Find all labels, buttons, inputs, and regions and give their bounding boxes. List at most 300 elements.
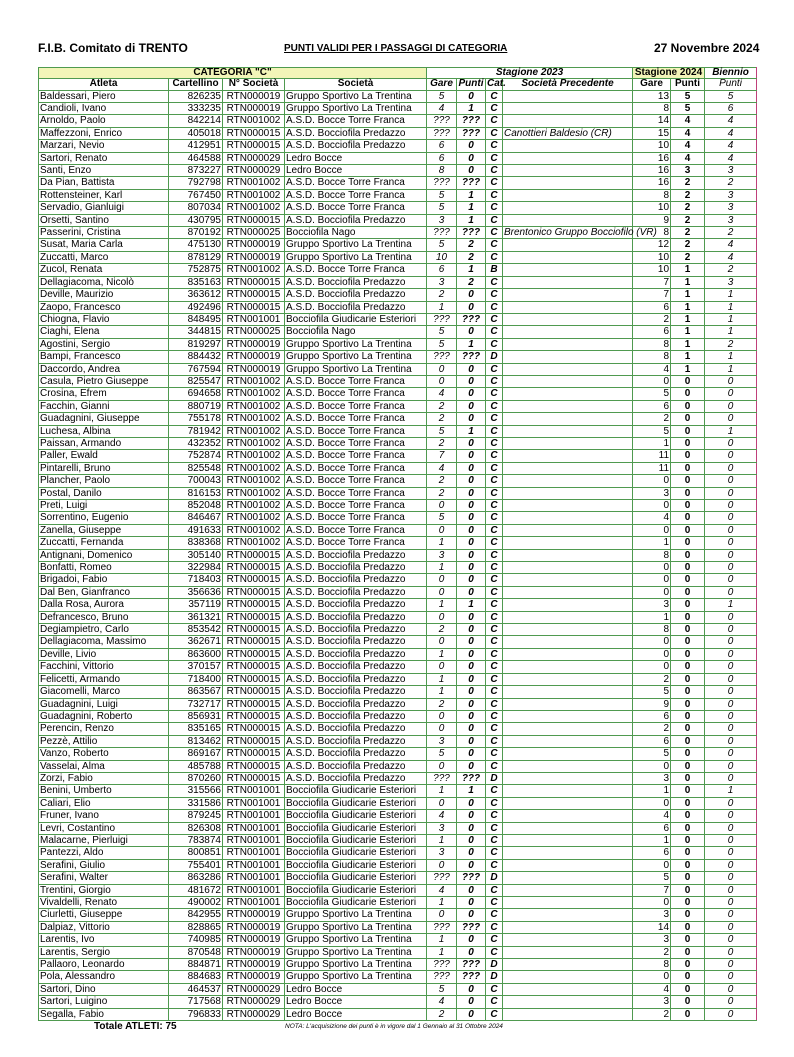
cell-nsocieta: RTN000015 (223, 624, 285, 636)
table-row (39, 686, 757, 698)
cell-gare-2023: 2 (427, 437, 457, 449)
cell-gare-2024: 10 (633, 140, 671, 152)
cell-gare-2023: 1 (427, 537, 457, 549)
cell-punti-biennio: 0 (705, 388, 757, 400)
cell-societa-precedente (503, 983, 633, 995)
col-header-punti-biennio: Punti (705, 79, 757, 90)
cell-societa-precedente (503, 264, 633, 276)
cell-punti-2024: 4 (671, 140, 705, 152)
cell-societa: A.S.D. Bocce Torre Franca (285, 388, 427, 400)
cell-punti-2023: 0 (457, 996, 486, 1008)
cell-societa: A.S.D. Bocciofila Predazzo (285, 301, 427, 313)
cell-atleta: Zanella, Giuseppe (39, 524, 169, 536)
cell-nsocieta: RTN000019 (223, 351, 285, 363)
cell-cartellino: 331586 (169, 797, 223, 809)
cell-punti-biennio: 6 (705, 103, 757, 115)
cell-nsocieta: RTN000019 (223, 363, 285, 375)
cell-societa-precedente: Canottieri Baldesio (CR) (503, 127, 633, 139)
cell-punti-2024: 0 (671, 834, 705, 846)
cell-societa: A.S.D. Bocciofila Predazzo (285, 276, 427, 288)
cell-punti-biennio: 4 (705, 127, 757, 139)
cell-gare-2024: 16 (633, 152, 671, 164)
cell-societa: Bocciofila Giudicarie Esteriori (285, 797, 427, 809)
cell-punti-biennio: 2 (705, 338, 757, 350)
cell-cartellino: 842955 (169, 909, 223, 921)
cell-cat: C (486, 313, 503, 325)
cell-punti-2024: 1 (671, 276, 705, 288)
cell-punti-2023: 0 (457, 301, 486, 313)
cell-nsocieta: RTN000019 (223, 946, 285, 958)
cell-cartellino: 430795 (169, 214, 223, 226)
cell-nsocieta: RTN001002 (223, 512, 285, 524)
cell-gare-2023: 0 (427, 611, 457, 623)
cell-atleta: Zuccatti, Fernanda (39, 537, 169, 549)
table-row (39, 375, 757, 387)
cell-gare-2023: 0 (427, 710, 457, 722)
cell-gare-2023: 0 (427, 586, 457, 598)
cell-societa: Ledro Bocce (285, 996, 427, 1008)
cell-societa: A.S.D. Bocce Torre Franca (285, 425, 427, 437)
cell-punti-biennio: 0 (705, 797, 757, 809)
cell-gare-2024: 4 (633, 363, 671, 375)
cell-cartellino: 846467 (169, 512, 223, 524)
cell-gare-2023: 0 (427, 723, 457, 735)
table-row (39, 1008, 757, 1020)
cell-punti-2024: 0 (671, 400, 705, 412)
cell-cat: C (486, 611, 503, 623)
cell-atleta: Chiogna, Flavio (39, 313, 169, 325)
cell-nsocieta: RTN001001 (223, 884, 285, 896)
cell-punti-biennio: 0 (705, 500, 757, 512)
cell-cartellino: 344815 (169, 326, 223, 338)
cell-societa: Ledro Bocce (285, 152, 427, 164)
cell-punti-2023: 0 (457, 90, 486, 102)
cell-cartellino: 856931 (169, 710, 223, 722)
cell-punti-2024: 0 (671, 388, 705, 400)
cell-societa-precedente (503, 413, 633, 425)
table-row (39, 338, 757, 350)
cell-punti-2024: 0 (671, 599, 705, 611)
cell-punti-2023: 0 (457, 686, 486, 698)
cell-gare-2024: 2 (633, 723, 671, 735)
cell-punti-2024: 0 (671, 822, 705, 834)
cell-societa: A.S.D. Bocce Torre Franca (285, 264, 427, 276)
cell-punti-biennio: 1 (705, 425, 757, 437)
cell-punti-2023: 0 (457, 574, 486, 586)
cell-atleta: Arnoldo, Paolo (39, 115, 169, 127)
cell-societa: Gruppo Sportivo La Trentina (285, 239, 427, 251)
cell-punti-2024: 0 (671, 524, 705, 536)
cell-cartellino: 694658 (169, 388, 223, 400)
cell-punti-biennio: 0 (705, 847, 757, 859)
cell-gare-2024: 0 (633, 562, 671, 574)
cell-atleta: Defrancesco, Bruno (39, 611, 169, 623)
cell-societa: A.S.D. Bocce Torre Franca (285, 500, 427, 512)
col-header-societa: Società (285, 79, 427, 90)
cell-atleta: Guadagnini, Roberto (39, 710, 169, 722)
cell-gare-2024: 0 (633, 971, 671, 983)
cell-societa-precedente (503, 586, 633, 598)
cell-gare-2023: 5 (427, 326, 457, 338)
cell-punti-biennio: 0 (705, 710, 757, 722)
cell-punti-2024: 0 (671, 413, 705, 425)
cell-punti-2024: 0 (671, 847, 705, 859)
cell-punti-2023: 0 (457, 388, 486, 400)
cell-cartellino: 826235 (169, 90, 223, 102)
cell-cat: C (486, 115, 503, 127)
cell-nsocieta: RTN001001 (223, 822, 285, 834)
cell-punti-2023: 0 (457, 375, 486, 387)
cell-punti-2023: 0 (457, 636, 486, 648)
cell-cartellino: 884871 (169, 959, 223, 971)
cell-cartellino: 492496 (169, 301, 223, 313)
cell-gare-2024: 8 (633, 549, 671, 561)
cell-gare-2023: ??? (427, 115, 457, 127)
cell-punti-2023: 0 (457, 723, 486, 735)
cell-cat: C (486, 276, 503, 288)
cell-cat: C (486, 723, 503, 735)
cell-gare-2023: 4 (427, 462, 457, 474)
cell-societa-precedente (503, 810, 633, 822)
cell-gare-2023: 1 (427, 562, 457, 574)
cell-societa-precedente (503, 686, 633, 698)
cell-atleta: Serafini, Walter (39, 872, 169, 884)
cell-societa-precedente (503, 400, 633, 412)
cell-punti-2023: ??? (457, 177, 486, 189)
cell-atleta: Pintarelli, Bruno (39, 462, 169, 474)
cell-punti-2024: 0 (671, 375, 705, 387)
cell-nsocieta: RTN000019 (223, 103, 285, 115)
cell-cat: C (486, 450, 503, 462)
cell-gare-2024: 14 (633, 921, 671, 933)
cell-punti-2023: 0 (457, 462, 486, 474)
cell-gare-2024: 1 (633, 834, 671, 846)
cell-atleta: Larentis, Sergio (39, 946, 169, 958)
cell-gare-2024: 3 (633, 772, 671, 784)
cell-cartellino: 755178 (169, 413, 223, 425)
cell-atleta: Guadagnini, Giuseppe (39, 413, 169, 425)
cell-nsocieta: RTN001002 (223, 388, 285, 400)
cell-gare-2024: 0 (633, 475, 671, 487)
cell-punti-biennio: 0 (705, 524, 757, 536)
cell-cartellino: 800851 (169, 847, 223, 859)
cell-cartellino: 838368 (169, 537, 223, 549)
cell-punti-biennio: 0 (705, 959, 757, 971)
cell-societa: A.S.D. Bocce Torre Franca (285, 450, 427, 462)
cell-cat: C (486, 103, 503, 115)
cell-punti-biennio: 0 (705, 686, 757, 698)
cell-punti-biennio: 0 (705, 586, 757, 598)
table-row (39, 177, 757, 189)
cell-gare-2024: 6 (633, 400, 671, 412)
cell-atleta: Ciurletti, Giuseppe (39, 909, 169, 921)
cell-gare-2024: 8 (633, 351, 671, 363)
cell-gare-2024: 14 (633, 115, 671, 127)
cell-societa: Gruppo Sportivo La Trentina (285, 946, 427, 958)
cell-cat: C (486, 326, 503, 338)
cell-nsocieta: RTN000019 (223, 921, 285, 933)
cell-societa-precedente (503, 437, 633, 449)
cell-societa-precedente (503, 462, 633, 474)
cell-cartellino: 767594 (169, 363, 223, 375)
cell-societa-precedente (503, 648, 633, 660)
table-row (39, 611, 757, 623)
cell-gare-2023: 2 (427, 1008, 457, 1020)
cell-societa: A.S.D. Bocce Torre Franca (285, 437, 427, 449)
cell-atleta: Degiampietro, Carlo (39, 624, 169, 636)
cell-punti-biennio: 0 (705, 909, 757, 921)
cell-societa-precedente (503, 735, 633, 747)
cell-punti-biennio: 0 (705, 574, 757, 586)
table-row (39, 388, 757, 400)
cell-punti-2023: 0 (457, 562, 486, 574)
table-row (39, 735, 757, 747)
cell-atleta: Sartori, Dino (39, 983, 169, 995)
cell-gare-2023: 2 (427, 413, 457, 425)
cell-gare-2024: 15 (633, 127, 671, 139)
season-2023-label: Stagione 2023 (427, 68, 633, 79)
cell-societa-precedente (503, 562, 633, 574)
cell-gare-2024: 7 (633, 884, 671, 896)
cell-punti-2023: 0 (457, 822, 486, 834)
cell-cartellino: 852048 (169, 500, 223, 512)
cell-punti-biennio: 0 (705, 512, 757, 524)
cell-atleta: Passerini, Cristina (39, 227, 169, 239)
table-row (39, 437, 757, 449)
cell-punti-2023: 0 (457, 946, 486, 958)
cell-societa: A.S.D. Bocciofila Predazzo (285, 611, 427, 623)
cell-gare-2023: 2 (427, 487, 457, 499)
cell-nsocieta: RTN000015 (223, 140, 285, 152)
cell-gare-2023: 6 (427, 152, 457, 164)
cell-cat: C (486, 177, 503, 189)
cell-nsocieta: RTN000025 (223, 227, 285, 239)
cell-punti-2024: 0 (671, 537, 705, 549)
cell-cat: C (486, 152, 503, 164)
cell-punti-2023: 0 (457, 884, 486, 896)
table-row (39, 785, 757, 797)
cell-nsocieta: RTN000015 (223, 586, 285, 598)
cell-cartellino: 361321 (169, 611, 223, 623)
cell-gare-2023: 0 (427, 859, 457, 871)
cell-punti-2023: 0 (457, 400, 486, 412)
cell-cat: C (486, 214, 503, 226)
cell-atleta: Dalpiaz, Vittorio (39, 921, 169, 933)
cell-cat: C (486, 698, 503, 710)
cell-societa: Ledro Bocce (285, 1008, 427, 1020)
cell-societa-precedente (503, 834, 633, 846)
cell-societa: A.S.D. Bocce Torre Franca (285, 202, 427, 214)
cell-societa-precedente (503, 797, 633, 809)
table-row (39, 363, 757, 375)
cell-societa: A.S.D. Bocce Torre Franca (285, 487, 427, 499)
cell-societa: Gruppo Sportivo La Trentina (285, 338, 427, 350)
cell-societa: A.S.D. Bocce Torre Franca (285, 475, 427, 487)
table-row (39, 326, 757, 338)
cell-gare-2023: 1 (427, 834, 457, 846)
cell-cartellino: 464588 (169, 152, 223, 164)
cell-nsocieta: RTN001002 (223, 537, 285, 549)
cell-cat: D (486, 872, 503, 884)
cell-gare-2024: 0 (633, 500, 671, 512)
table-row (39, 934, 757, 946)
cell-nsocieta: RTN001001 (223, 897, 285, 909)
cell-atleta: Pallaoro, Leonardo (39, 959, 169, 971)
cell-societa-precedente (503, 624, 633, 636)
cell-cartellino: 853542 (169, 624, 223, 636)
cell-cat: C (486, 239, 503, 251)
cell-societa: A.S.D. Bocciofila Predazzo (285, 735, 427, 747)
cell-nsocieta: RTN000015 (223, 599, 285, 611)
cell-cat: C (486, 686, 503, 698)
cell-cartellino: 879245 (169, 810, 223, 822)
cell-societa-precedente (503, 537, 633, 549)
cell-punti-2023: 0 (457, 624, 486, 636)
cell-cartellino: 783874 (169, 834, 223, 846)
cell-societa: A.S.D. Bocce Torre Franca (285, 537, 427, 549)
cell-nsocieta: RTN000015 (223, 276, 285, 288)
cell-societa-precedente (503, 425, 633, 437)
cell-atleta: Ciaghi, Elena (39, 326, 169, 338)
cell-societa-precedente (503, 202, 633, 214)
cell-punti-2023: 0 (457, 797, 486, 809)
cell-punti-2023: 1 (457, 189, 486, 201)
cell-societa: A.S.D. Bocciofila Predazzo (285, 289, 427, 301)
cell-punti-2023: 2 (457, 251, 486, 263)
cell-punti-biennio: 2 (705, 177, 757, 189)
cell-cat: C (486, 946, 503, 958)
cell-cartellino: 700043 (169, 475, 223, 487)
cell-punti-2023: ??? (457, 127, 486, 139)
cell-societa-precedente (503, 239, 633, 251)
document-title: PUNTI VALIDI PER I PASSAGGI DI CATEGORIA (284, 43, 508, 54)
cell-cat: C (486, 363, 503, 375)
cell-punti-biennio: 1 (705, 351, 757, 363)
cell-atleta: Dal Ben, Gianfranco (39, 586, 169, 598)
cell-societa: A.S.D. Bocciofila Predazzo (285, 636, 427, 648)
cell-punti-biennio: 0 (705, 537, 757, 549)
cell-nsocieta: RTN001002 (223, 487, 285, 499)
cell-cartellino: 807034 (169, 202, 223, 214)
cell-atleta: Segalla, Fabio (39, 1008, 169, 1020)
cell-punti-2024: 0 (671, 1008, 705, 1020)
cell-punti-biennio: 0 (705, 723, 757, 735)
cell-cat: C (486, 983, 503, 995)
cell-gare-2024: 2 (633, 1008, 671, 1020)
cell-gare-2024: 5 (633, 425, 671, 437)
cell-atleta: Zuccatti, Marco (39, 251, 169, 263)
cell-punti-biennio: 0 (705, 748, 757, 760)
cell-cat: C (486, 599, 503, 611)
cell-punti-biennio: 2 (705, 264, 757, 276)
cell-punti-2024: 0 (671, 797, 705, 809)
cell-societa-precedente (503, 698, 633, 710)
cell-societa: Ledro Bocce (285, 983, 427, 995)
cell-cat: C (486, 735, 503, 747)
cell-gare-2023: 1 (427, 301, 457, 313)
cell-punti-2024: 1 (671, 338, 705, 350)
cell-punti-2024: 1 (671, 326, 705, 338)
cell-punti-biennio: 0 (705, 673, 757, 685)
cell-nsocieta: RTN000019 (223, 338, 285, 350)
cell-societa: A.S.D. Bocciofila Predazzo (285, 673, 427, 685)
table-row (39, 450, 757, 462)
cell-punti-2023: 0 (457, 363, 486, 375)
table-row (39, 487, 757, 499)
cell-atleta: Pola, Alessandro (39, 971, 169, 983)
cell-punti-biennio: 0 (705, 1008, 757, 1020)
cell-nsocieta: RTN000019 (223, 971, 285, 983)
cell-cartellino: 356636 (169, 586, 223, 598)
cell-gare-2024: 12 (633, 239, 671, 251)
cell-cartellino: 357119 (169, 599, 223, 611)
cell-cartellino: 490002 (169, 897, 223, 909)
cell-cartellino: 825548 (169, 462, 223, 474)
cell-gare-2024: 3 (633, 934, 671, 946)
cell-nsocieta: RTN000019 (223, 909, 285, 921)
cell-nsocieta: RTN000019 (223, 90, 285, 102)
cell-nsocieta: RTN000015 (223, 127, 285, 139)
cell-societa: A.S.D. Bocciofila Predazzo (285, 562, 427, 574)
cell-cat: C (486, 847, 503, 859)
cell-punti-biennio: 0 (705, 859, 757, 871)
cell-atleta: Candioli, Ivano (39, 103, 169, 115)
cell-gare-2023: ??? (427, 959, 457, 971)
cell-punti-2023: 0 (457, 847, 486, 859)
cell-punti-2024: 0 (671, 710, 705, 722)
table-row (39, 351, 757, 363)
cell-nsocieta: RTN000015 (223, 301, 285, 313)
cell-gare-2024: 2 (633, 946, 671, 958)
cell-atleta: Crosina, Efrem (39, 388, 169, 400)
cell-nsocieta: RTN000019 (223, 239, 285, 251)
cell-punti-2024: 0 (671, 487, 705, 499)
cell-nsocieta: RTN000015 (223, 648, 285, 660)
cell-cartellino: 717568 (169, 996, 223, 1008)
cell-cartellino: 333235 (169, 103, 223, 115)
cell-punti-2024: 0 (671, 909, 705, 921)
cell-punti-2023: ??? (457, 872, 486, 884)
cell-cartellino: 481672 (169, 884, 223, 896)
table-row (39, 909, 757, 921)
cell-societa: A.S.D. Bocce Torre Franca (285, 512, 427, 524)
cell-gare-2024: 6 (633, 710, 671, 722)
cell-atleta: Vivaldelli, Renato (39, 897, 169, 909)
cell-cartellino: 362671 (169, 636, 223, 648)
cell-atleta: Agostini, Sergio (39, 338, 169, 350)
cell-cartellino: 755401 (169, 859, 223, 871)
table-row (39, 462, 757, 474)
cell-nsocieta: RTN001002 (223, 189, 285, 201)
cell-cartellino: 464537 (169, 983, 223, 995)
cell-gare-2024: 3 (633, 909, 671, 921)
cell-gare-2023: 3 (427, 847, 457, 859)
cell-atleta: Zaopo, Francesco (39, 301, 169, 313)
cell-punti-2024: 0 (671, 996, 705, 1008)
cell-gare-2024: 8 (633, 189, 671, 201)
cell-punti-2023: 1 (457, 785, 486, 797)
cell-cat: C (486, 673, 503, 685)
cell-punti-2023: ??? (457, 959, 486, 971)
table-row (39, 636, 757, 648)
cell-punti-biennio: 4 (705, 115, 757, 127)
cell-punti-2023: 0 (457, 524, 486, 536)
cell-nsocieta: RTN000015 (223, 698, 285, 710)
cell-nsocieta: RTN000015 (223, 760, 285, 772)
cell-gare-2023: 5 (427, 748, 457, 760)
cell-punti-2024: 0 (671, 462, 705, 474)
cell-cartellino: 819297 (169, 338, 223, 350)
